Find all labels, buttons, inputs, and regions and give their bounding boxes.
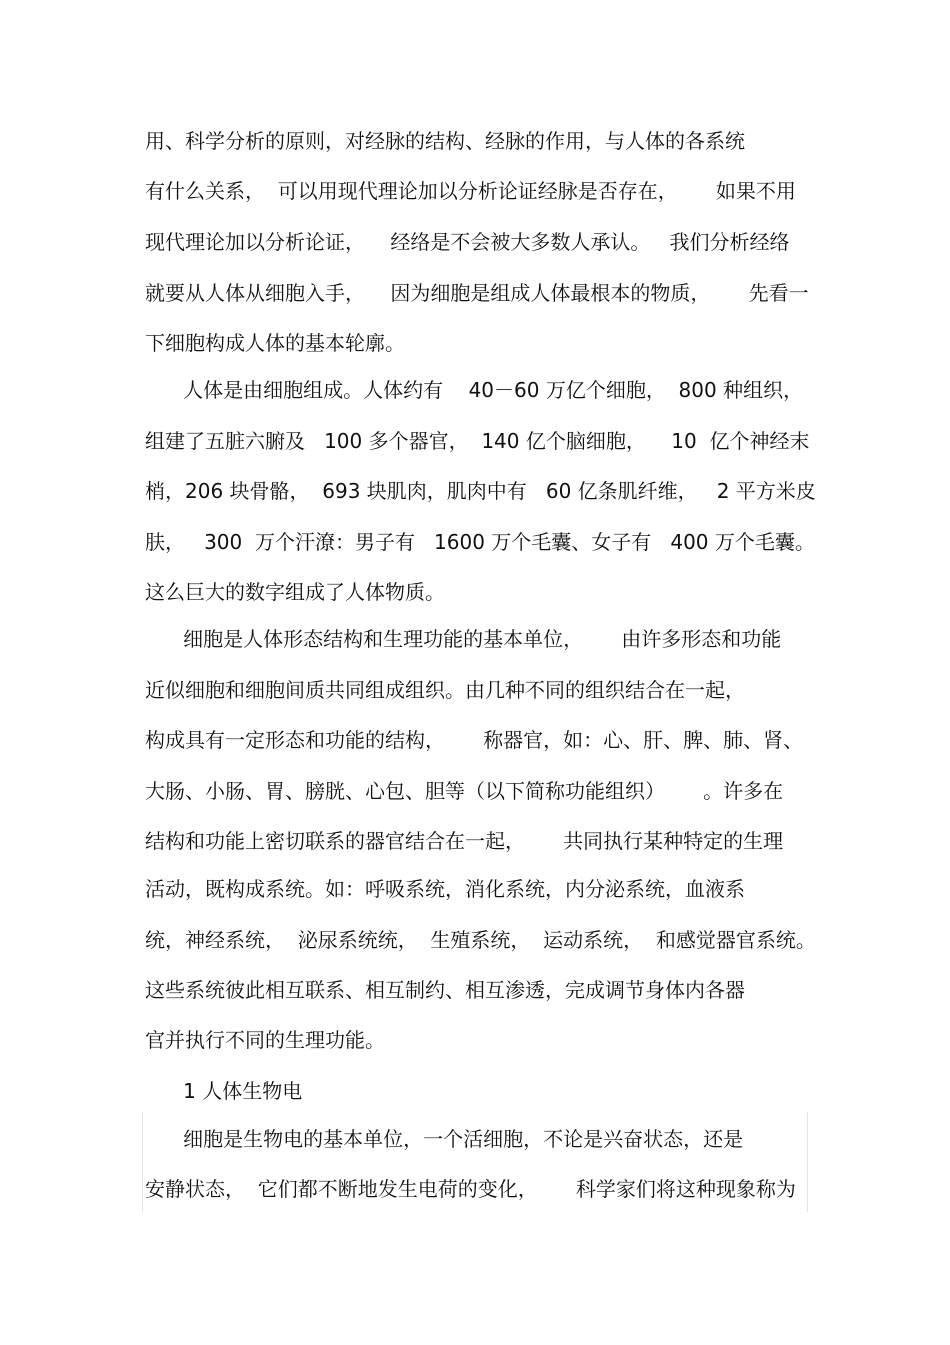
section-heading: 1 人体生物电 bbox=[145, 1079, 303, 1103]
text-line-18: 这些系统彼此相互联系、相互制约、相互渗透，完成调节身体内各器 bbox=[145, 978, 745, 1002]
text-line-12: 近似细胞和细胞间质共同组成组织。由几种不同的组织结合在一起， bbox=[145, 678, 745, 702]
text-line-16: 活动，既构成系统。如：呼吸系统，消化系统，内分泌系统，血液系 bbox=[145, 877, 745, 901]
text-line-5: 下细胞构成人体的基本轮廓。 bbox=[145, 331, 405, 355]
text-line-9: 肤， 300 万个汗潦：男子有 1600 万个毛囊、女子有 400 万个毛囊。 bbox=[145, 530, 815, 554]
text-line-19: 官并执行不同的生理功能。 bbox=[145, 1028, 385, 1052]
text-line-17: 统，神经系统， 泌尿系统统， 生殖系统， 运动系统， 和感觉器官系统。 bbox=[145, 928, 816, 952]
text-line-4: 就要从人体从细胞入手， 因为细胞是组成人体最根本的物质， 先看一 bbox=[145, 281, 809, 305]
text-line-3: 现代理论加以分析论证， 经络是不会被大多数人承认。 我们分析经络 bbox=[145, 230, 790, 254]
text-line-8: 梢，206 块骨骼， 693 块肌肉，肌肉中有 60 亿条肌纤维， 2 平方米皮 bbox=[145, 479, 816, 503]
text-line-1: 用、科学分析的原则，对经脉的结构、经脉的作用，与人体的各系统 bbox=[145, 129, 745, 153]
text-line-2: 有什么关系， 可以用现代理论加以分析论证经脉是否存在， 如果不用 bbox=[145, 179, 796, 203]
text-line-10: 这么巨大的数字组成了人体物质。 bbox=[145, 580, 445, 604]
frame-border-left bbox=[142, 1112, 143, 1212]
text-line-15: 结构和功能上密切联系的器官结合在一起， 共同执行某种特定的生理 bbox=[145, 829, 784, 853]
text-line-20: 细胞是生物电的基本单位，一个活细胞，不论是兴奋状态，还是 bbox=[145, 1127, 744, 1151]
frame-border-right bbox=[807, 1112, 808, 1212]
text-line-14: 大肠、小肠、胃、膀胱、心包、胆等（以下简称功能组织） 。许多在 bbox=[145, 779, 784, 803]
text-line-11: 细胞是人体形态结构和生理功能的基本单位， 由许多形态和功能 bbox=[145, 627, 782, 651]
text-line-21: 安静状态， 它们都不断地发生电荷的变化， 科学家们将这种现象称为 bbox=[145, 1177, 796, 1201]
text-line-13: 构成具有一定形态和功能的结构， 称器官，如：心、肝、脾、肺、肾、 bbox=[145, 728, 804, 752]
text-line-6: 人体是由细胞组成。人体约有 40－60 万亿个细胞， 800 种组织， bbox=[145, 378, 804, 402]
text-line-7: 组建了五脏六腑及 100 多个器官， 140 亿个脑细胞， 10 亿个神经末 bbox=[145, 429, 810, 453]
